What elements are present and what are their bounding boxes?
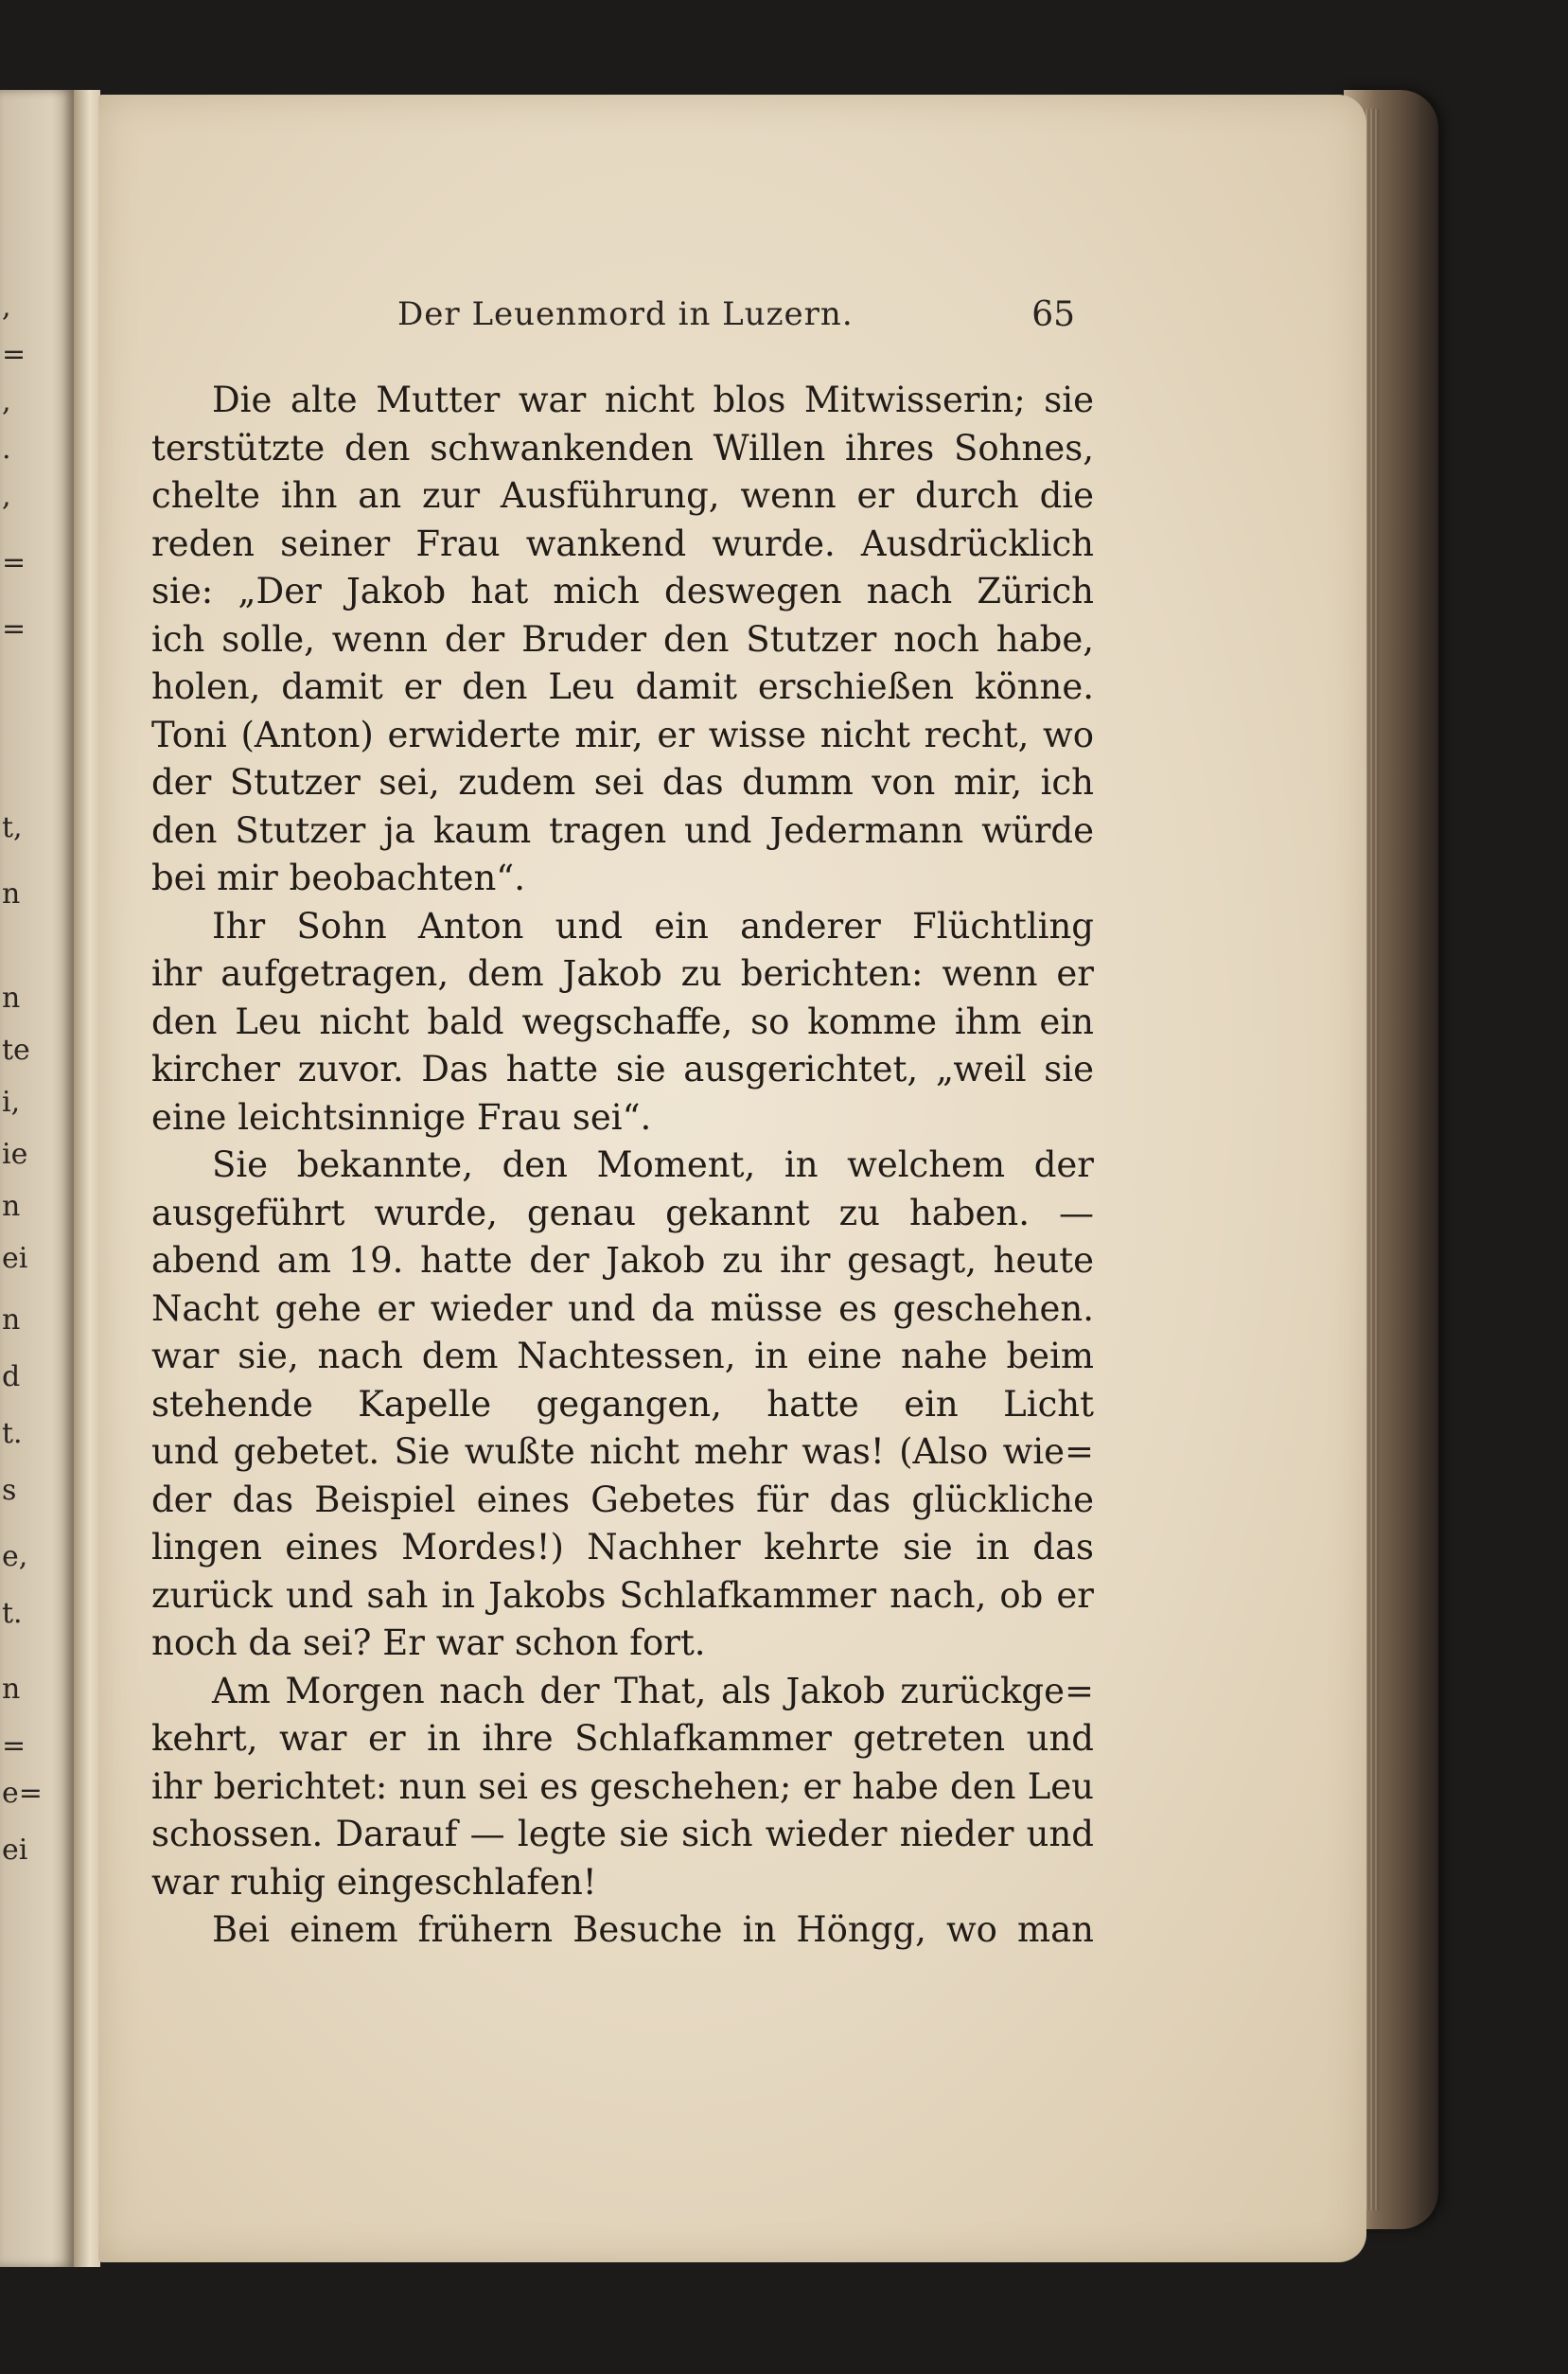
text-line: kircher zuvor. Das hatte sie ausgerichtet, „weil sie xyxy=(151,1049,1094,1090)
text-line: den Stutzer ja kaum tragen und Jedermann würde xyxy=(151,809,1094,851)
margin-fragment: s xyxy=(2,1474,17,1507)
text-line: kehrt, war er in ihre Schlafkammer getreten und xyxy=(151,1718,1094,1759)
text-line: Sie bekannte, den Moment, in welchem der xyxy=(212,1144,1094,1185)
text-line: Toni (Anton) erwiderte mir, er wisse nicht recht, wo xyxy=(151,714,1094,755)
margin-fragment: , xyxy=(2,480,11,513)
margin-fragment: n xyxy=(2,1673,21,1706)
running-head xyxy=(397,295,1079,343)
margin-fragment: . xyxy=(2,433,11,466)
text-line: lingen eines Mordes!) Nachher kehrte sie in das xyxy=(151,1527,1094,1568)
running-title: Der Leuenmord in Luzern. xyxy=(397,295,854,333)
margin-fragment: ie xyxy=(2,1138,28,1171)
margin-fragment: = xyxy=(2,612,26,646)
text-line: den Leu nicht bald wegschaffe, so komme ihm ein xyxy=(151,1001,1094,1042)
margin-fragment: i, xyxy=(2,1086,21,1119)
text-line: Bei einem frühern Besuche in Höngg, wo man xyxy=(212,1909,1094,1950)
page-number: 65 xyxy=(1031,295,1075,334)
margin-fragment: ei xyxy=(2,1834,28,1867)
text-line: Ihr Sohn Anton und ein anderer Flüchtling xyxy=(212,905,1094,947)
margin-fragment: , xyxy=(2,291,11,324)
margin-fragment: = xyxy=(2,1729,26,1763)
body-text xyxy=(151,377,1094,1955)
text-line: reden seiner Frau wankend wurde. Ausdrücklich xyxy=(151,523,1094,564)
margin-fragment: n xyxy=(2,1303,21,1337)
margin-fragment: ei xyxy=(2,1242,28,1275)
text-line: schossen. Darauf — legte sie sich wieder nieder und xyxy=(151,1814,1094,1854)
text-line: chelte ihn an zur Ausführung, wenn er durch die xyxy=(151,475,1094,516)
book-gutter xyxy=(74,90,100,2267)
text-line: sie: „Der Jakob hat mich deswegen nach Zürich xyxy=(151,571,1094,611)
text-line: der Stutzer sei, zudem sei das dumm von mir, ich xyxy=(151,762,1094,803)
margin-fragment: t. xyxy=(2,1597,23,1630)
text-line: holen, damit er den Leu damit erschießen könne. xyxy=(151,666,1094,707)
text-line: ausgeführt wurde, genau gekannt zu haben. — xyxy=(151,1192,1094,1233)
margin-fragment: te xyxy=(2,1034,30,1067)
text-line: ihr aufgetragen, dem Jakob zu berichten: wenn er xyxy=(151,953,1094,994)
text-line: Die alte Mutter war nicht blos Mitwisserin; sie xyxy=(212,380,1094,420)
text-line: und gebetet. Sie wußte nicht mehr was! (Also wie= xyxy=(151,1431,1094,1472)
margin-fragment: t, xyxy=(2,811,23,844)
text-line: noch da sei? Er war schon fort. xyxy=(151,1622,706,1663)
margin-fragment: n xyxy=(2,1190,21,1223)
text-line: bei mir beobachten“. xyxy=(151,858,525,898)
margin-fragment: n xyxy=(2,877,21,911)
text-line: terstützte den schwankenden Willen ihres Sohnes, xyxy=(151,427,1094,469)
left-page xyxy=(0,90,74,2267)
text-line: ihr berichtet: nun sei es geschehen; er habe den Leu xyxy=(151,1765,1094,1807)
text-line: der das Beispiel eines Gebetes für das glückliche xyxy=(151,1479,1094,1520)
margin-fragment: e= xyxy=(2,1777,43,1810)
margin-fragment: = xyxy=(2,338,26,371)
text-line: war sie, nach dem Nachtessen, in eine nahe beim xyxy=(151,1336,1094,1376)
text-line: Am Morgen nach der That, als Jakob zurückge= xyxy=(212,1670,1094,1711)
text-line: ich solle, wenn der Bruder den Stutzer noch habe, xyxy=(151,618,1094,660)
margin-fragment: , xyxy=(2,385,11,418)
text-line: abend am 19. hatte der Jakob zu ihr gesagt, heute xyxy=(151,1240,1094,1281)
text-line: eine leichtsinnige Frau sei“. xyxy=(151,1096,652,1138)
margin-fragment: = xyxy=(2,546,26,579)
text-line: stehende Kapelle gegangen, hatte ein Licht xyxy=(151,1383,1094,1425)
text-line: Nacht gehe er wieder und da müsse es geschehen. xyxy=(151,1287,1094,1329)
text-line: zurück und sah in Jakobs Schlafkammer nach, ob er xyxy=(151,1574,1094,1616)
margin-fragment: d xyxy=(2,1360,21,1393)
margin-fragment: t. xyxy=(2,1417,23,1450)
text-line: war ruhig eingeschlafen! xyxy=(151,1861,597,1903)
margin-fragment: n xyxy=(2,982,21,1015)
margin-fragment: e, xyxy=(2,1540,28,1573)
